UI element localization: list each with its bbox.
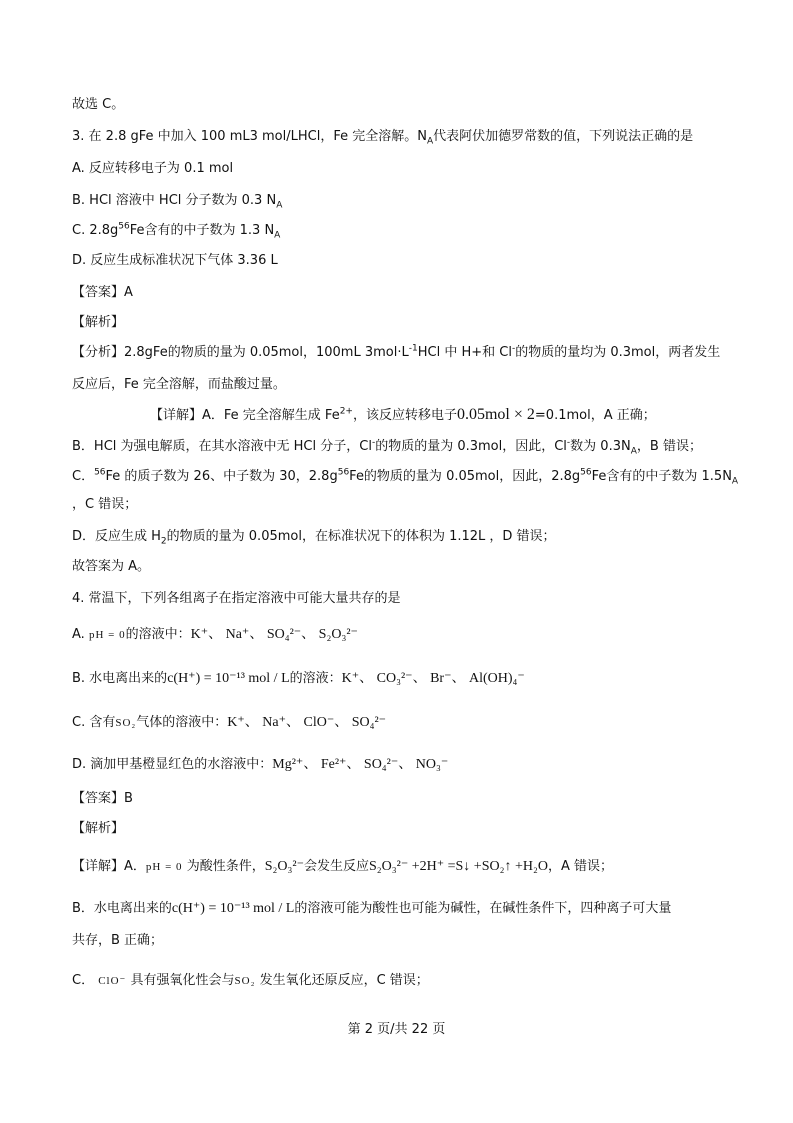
- detail-line: ，C 错误；: [72, 497, 138, 512]
- detail-line: B．HCl 为强电解质，在其水溶液中无 HCl 分子，Cl-的物质的量为 0.3mol，因此，Cl-数为 $0.3N_A$，B 错误；: [72, 437, 702, 457]
- detail-line: 【详解】A．Fe 完全溶解生成 $Fe^{2+}$，该反应转移电子0.05mol × 2=0.1mol，A 正确；: [150, 406, 656, 423]
- option-3d: D. 反应生成标准状况下气体 3.36 L: [72, 253, 278, 268]
- option-4c: C. 含有SO₂气体的溶液中：K⁺、 Na⁺、 ClO⁻、 SO₄²⁻: [72, 715, 387, 730]
- detail-line: D．反应生成 $H_2$的物质的量为 0.05mol，在标准状况下的体积为 1.12L ，D 错误；: [72, 529, 556, 547]
- question-4: 4. 常温下，下列各组离子在指定溶液中可能大量共存的是: [72, 591, 401, 606]
- analysis-label: 【解析】: [72, 821, 125, 836]
- analysis-line: 【分析】2.8gFe的物质的量为 0.05mol，100mL $3mol\cdot L^{-1}HCl$ 中 H+和 Cl-的物质的量均为 0.3mol，两者发生: [72, 343, 721, 360]
- detail-line: C． ClO⁻ 具有强氧化性会与SO₂ 发生氧化还原反应，C 错误；: [72, 973, 429, 988]
- detail-line: 故答案为 A。: [72, 559, 151, 574]
- option-4b: B. 水电离出来的c(H⁺) = 10⁻¹³ mol / L的溶液：K⁺、 CO₃²⁻、 Br⁻、 Al(OH)₄⁻: [72, 671, 525, 686]
- detail-line: C．$^{56}$Fe 的质子数为 26、中子数为 30，$2.8g^{56}Fe$的物质的量为 0.05mol，因此，$2.8g^{56}Fe$含有的中子数为 $1.5N_A$: [72, 467, 739, 487]
- detail-line: 共存，B 正确；: [72, 933, 164, 948]
- page-footer: 第 2 页/共 22 页: [347, 1022, 446, 1037]
- analysis-line: 反应后，Fe 完全溶解，而盐酸过量。: [72, 377, 286, 392]
- analysis-label: 【解析】: [72, 315, 125, 330]
- text-line: 故选 C。: [72, 97, 125, 112]
- option-3a: A. 反应转移电子为 0.1 mol: [72, 161, 234, 176]
- detail-line: 【详解】A．pH = 0 为酸性条件，S₂O₃²⁻会发生反应S₂O₃²⁻ +2H⁺ =S↓ +SO₂↑ +H₂O，A 错误；: [72, 859, 614, 874]
- answer-label: 【答案】B: [72, 791, 133, 806]
- detail-line: B．水电离出来的c(H⁺) = 10⁻¹³ mol / L的溶液可能为酸性也可能为碱性，在碱性条件下，四种离子可大量: [72, 901, 672, 916]
- option-4d: D. 滴加甲基橙显红色的水溶液中：Mg²⁺、 Fe²⁺、 SO₄²⁻、 NO₃⁻: [72, 757, 449, 772]
- option-3b: B. HCl 溶液中 HCl 分子数为 0.3 $N_A$: [72, 193, 283, 211]
- option-3c: C. $2.8g^{56}Fe$含有的中子数为 1.3 $N_A$: [72, 221, 281, 241]
- answer-label: 【答案】A: [72, 285, 133, 300]
- option-4a: A. pH = 0的溶液中：K⁺、 Na⁺、 SO₄²⁻、 S₂O₃²⁻: [72, 627, 358, 642]
- question-3: 3. 在 2.8 gFe 中加入 100 mL3 mol/LHCl，Fe 完全溶解。$N_A$代表阿伏加德罗常数的值，下列说法正确的是: [72, 129, 694, 147]
